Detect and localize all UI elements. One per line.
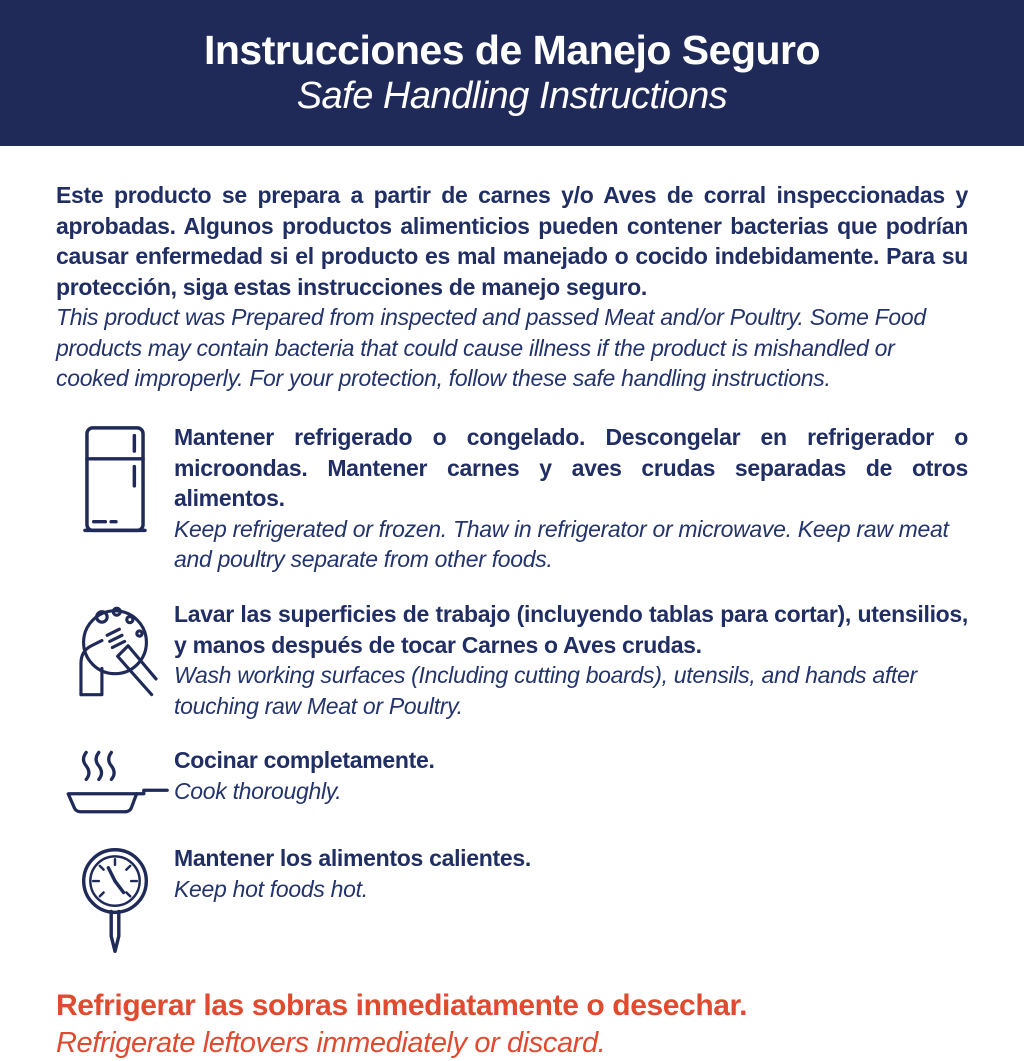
intro-paragraph-spanish: Este producto se prepara a partir de carnes y/o Aves de corral inspeccionadas y aprobadas. Algunos productos alimenticios pueden contener bacterias que podrían causar enfermedad si el producto es mal manejado o cocido indebidamente. Para su protección, siga estas instrucciones de manejo seguro. [56, 182, 968, 300]
leftovers-warning [56, 987, 968, 1061]
instruction-row-refrigerate [56, 422, 968, 575]
instruction-text [174, 422, 968, 575]
page-title-spanish: Instrucciones de Manejo Seguro [203, 26, 821, 73]
instruction-english: Cook thoroughly. [174, 777, 342, 804]
thermometer-icon [56, 843, 174, 957]
instruction-spanish: Mantener los alimentos calientes. [174, 845, 531, 872]
instruction-text [174, 745, 968, 806]
instruction-english: Wash working surfaces (Including cutting boards), utensils, and hands after touching raw Meat or Poultry. [174, 662, 917, 719]
instruction-text [174, 843, 968, 904]
instruction-spanish: Mantener refrigerado o congelado. Descongelar en refrigerador o microondas. Mantener carnes y aves crudas separadas de otros alimentos. [174, 424, 968, 512]
leftovers-warning-spanish: Refrigerar las sobras inmediatamente o desechar. [56, 989, 748, 1023]
intro-paragraph-english: This product was Prepared from inspected and passed Meat and/or Poultry. Some Food products may contain bacteria that could cause illness if the product is mishandled or cooked improperly. For your protection, follow these safe handling instructions. [56, 304, 926, 392]
instruction-english: Keep refrigerated or frozen. Thaw in refrigerator or microwave. Keep raw meat and poultry separate from other foods. [174, 515, 949, 573]
intro-section [56, 180, 968, 394]
instruction-spanish: Cocinar completamente. [174, 747, 435, 774]
instruction-row-wash [56, 599, 968, 721]
frying-pan-icon [56, 745, 174, 819]
instruction-spanish: Lavar las superficies de trabajo (incluyendo tablas para cortar), utensilios, y manos después de tocar Carnes o Aves crudas. [174, 600, 968, 658]
instruction-row-keep-hot [56, 843, 968, 957]
instruction-text [174, 599, 968, 721]
refrigerator-icon [56, 422, 174, 542]
page-title-english: Safe Handling Instructions [296, 74, 728, 117]
leftovers-warning-english: Refrigerate leftovers immediately or discard. [56, 1026, 606, 1059]
instruction-row-cook [56, 745, 968, 819]
instruction-english: Keep hot foods hot. [174, 875, 368, 902]
instructions-list [56, 422, 968, 957]
label-content [0, 146, 1024, 1061]
hand-washing-icon [56, 599, 174, 701]
header-band [0, 0, 1024, 146]
